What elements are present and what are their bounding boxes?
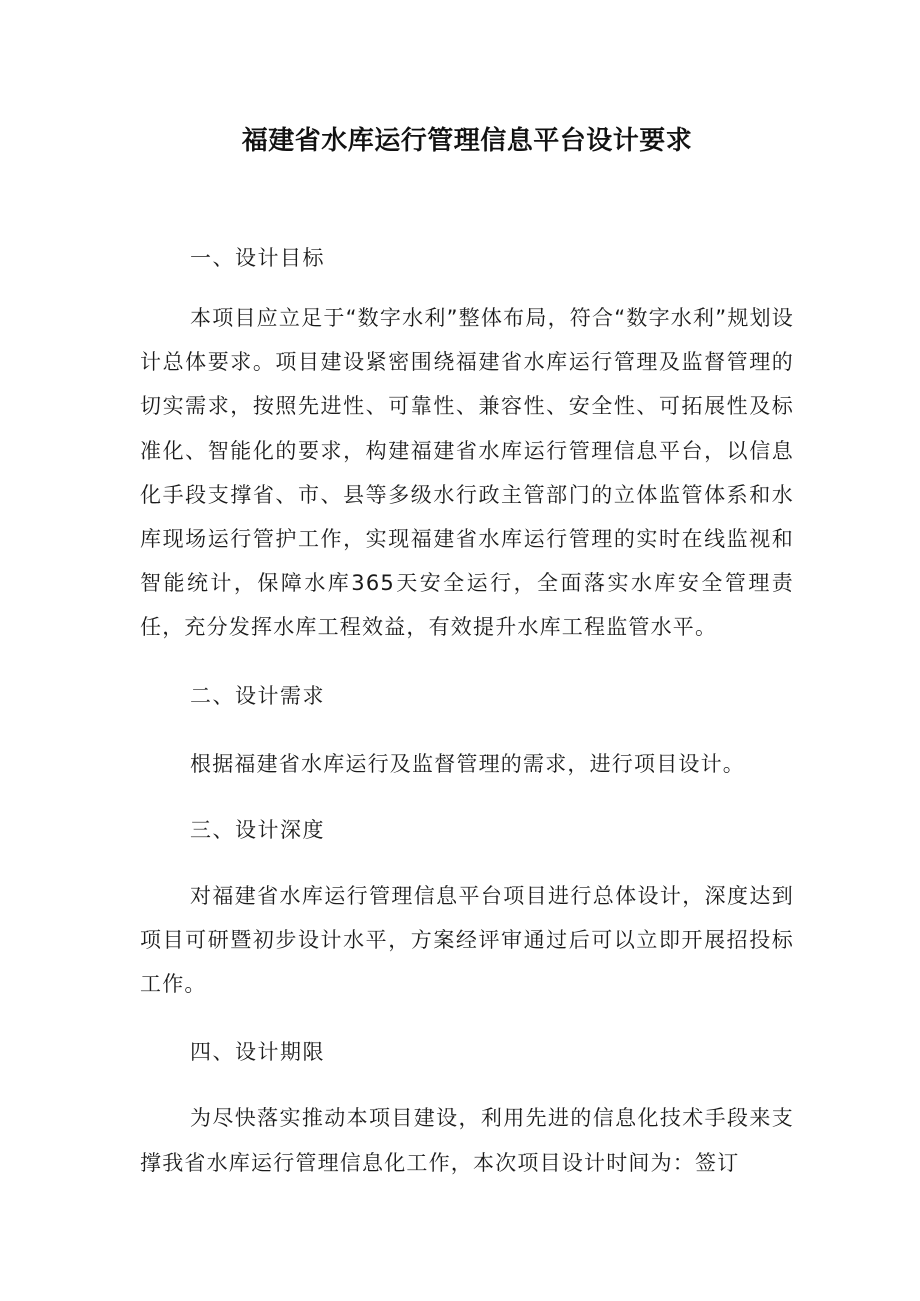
section-body-requirements: 根据福建省水库运行及监督管理的需求，进行项目设计。 <box>190 751 745 776</box>
section-heading-goals: 一、设计目标 <box>190 246 325 270</box>
section-body-deadline: 为尽快落实推动本项目建设，利用先进的信息化技术手段来支撑我省水库运行管理信息化工作，本次项目设计时间为：签订 <box>140 1106 794 1175</box>
document-title: 福建省水库运行管理信息平台设计要求 <box>241 126 693 156</box>
section-heading-depth: 三、设计深度 <box>190 817 325 842</box>
section-body-depth: 对福建省水库运行管理信息平台项目进行总体设计，深度达到项目可研暨初步设计水平，方案经评审通过后可以立即开展招投标工作。 <box>140 883 794 997</box>
section-body-goals: 本项目应立足于“数字水利”整体布局，符合“数字水利”规划设计总体要求。项目建设紧密围绕福建省水库运行管理及监督管理的切实需求，按照先进性、可靠性、兼容性、安全性、可拓展性及标准化、智能化的要求，构建福建省水库运行管理信息平台，以信息化手段支撑省、市、县等多级水行政主管部门的立体监管体系和水库现场运行管护工作，实现福建省水库运行管理的实时在线监视和智能统计，保障水库365天安全运行，全面落实水库安全管理责任，充分发挥水库工程效益，有效提升水库工程监管水平。 <box>140 306 794 640</box>
section-heading-deadline: 四、设计期限 <box>190 1040 325 1065</box>
section-heading-requirements: 二、设计需求 <box>190 683 325 708</box>
